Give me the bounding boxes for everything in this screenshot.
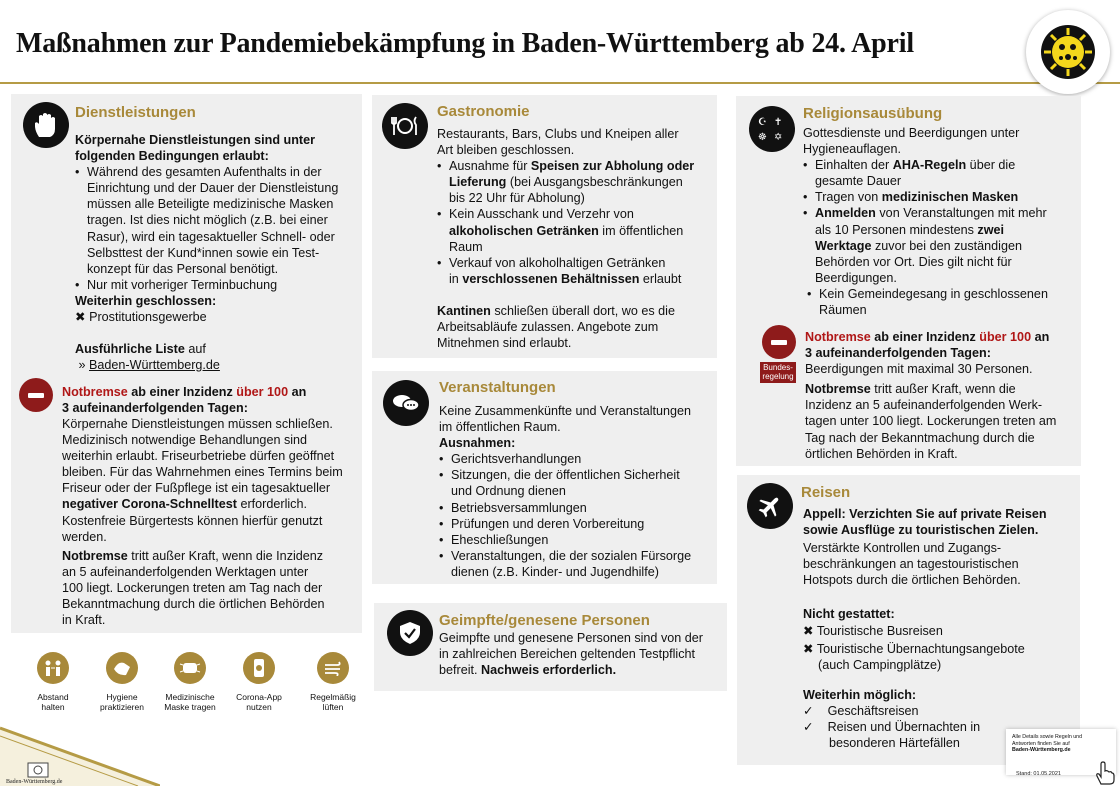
cutlery-icon [382,103,428,149]
svg-text:☪: ☪ [758,117,767,128]
baden-wuerttemberg-link[interactable]: Baden-Württemberg.de [89,358,220,373]
mask-icon [174,652,206,684]
hygiene-app: Corona-App nutzen [223,652,295,712]
gastronomie-text: Restaurants, Bars, Clubs und Kneipen aller Art bleiben geschlossen. • Ausnahme für Speisen zur Abholung oder Lieferung (bei Ausgangsbeschränkungen bis 22 Uhr für Abholung) • Kein Ausschank und Verzehr von alkoholischen Getränken im öffentlichen Raum • Verkauf von alkoholhaltigen Getränken in verschlossenen Behältnissen erlaubt Kantinen schließen überall dort, wo es die Arbeitsabläufe zulassen. Angebote zum Mitnehmen sind erlaubt. [437,126,715,351]
stand-date: Stand: 01.05.2021 [1016,771,1061,777]
pointer-hand-icon [1094,760,1116,786]
dienstleistungen-notbremse: Notbremse ab einer Inzidenz über 100 an 3 aufeinanderfolgenden Tagen: [62,385,307,416]
religion-heading: Religionsausübung [803,105,943,122]
virus-icon [1036,20,1100,84]
chat-icon [383,380,429,426]
logo-text: Baden-Württemberg.de [6,779,63,785]
virus-badge [1026,10,1110,94]
dienstleistungen-notbremse-text: Körpernahe Dienstleistungen müssen schließen. Medizinisch notwendige Behandlungen sind weiterhin erlaubt. Friseurbetriebe dürfen geöffnet bleiben. Für das Wahrnehmen eines Termins beim Friseur oder der Fußpflege ist ein tagesaktueller negativer Corona-Schnelltest erforderlich. Kostenfreie Bürgertests können hierfür genutzt werden. Notbremse tritt außer Kraft, wenn die Inzidenz an 5 aufeinanderfolgenden Werktagen unter 100 liegt. Lockerungen treten am Tag nach der Bekanntmachung durch die örtlichen Behörden in Kraft. [62,417,343,628]
shield-check-icon [387,610,433,656]
svg-text:☸: ☸ [758,132,767,143]
coat-of-arms-icon [28,763,48,777]
corner-decoration [0,700,160,786]
religion-symbols-icon [749,106,795,152]
geimpfte-text: Geimpfte und genesene Personen sind von der in zahlreichen Bereichen geltenden Testpflicht befreit. Nachweis erforderlich. [439,631,703,678]
religion-notbremse: Notbremse ab einer Inzidenz über 100 an 3 aufeinanderfolgenden Tagen: Beerdigungen mit maximal 30 Personen. Notbremse tritt außer Kraft, wenn die Inzidenz an 5 aufeinanderfolgenden Werk- tagen unter 100 liegt. Lockerungen treten am Tag nach der Bekanntmachung durch die örtlichen Behörden in Kraft. [805,330,1057,461]
veranstaltungen-text: Keine Zusammenkünfte und Veranstaltungen im öffentlichen Raum. Ausnahmen: • Gerichtsverhandlungen • Sitzungen, die der öffentlichen Sicherheit und Ordnung dienen • Betriebsversammlungen • Prüfungen und deren Vorbereitung • Eheschließungen • Veranstaltungen, die der sozialen Fürsorge dienen (z.B. Kinder- und Jugendhilfe) [439,403,715,580]
dienstleistungen-heading: Dienstleistungen [75,104,196,121]
bundesregelung-badge: Bundes- regelung [760,362,796,383]
wind-icon [317,652,349,684]
hygiene-lueften: Regelmäßig lüften [297,652,369,712]
notbremse-stop-icon [19,378,53,412]
veranstaltungen-heading: Veranstaltungen [439,379,556,396]
header-divider [0,82,1120,84]
hands-icon [106,652,138,684]
hygiene-abstand: Abstand halten [17,652,89,712]
hand-icon [23,102,69,148]
gastronomie-heading: Gastronomie [437,103,530,120]
svg-text:✡: ✡ [774,132,783,143]
reisen-heading: Reisen [801,484,851,501]
distance-icon [37,652,69,684]
geimpfte-heading: Geimpfte/genesene Personen [439,612,650,629]
reisen-text: Appell: Verzichten Sie auf private Reisen sowie Ausflüge zu touristischen Zielen. Verstärkte Kontrollen und Zugangs- beschränkungen an tagestouristischen Hotspots durch die örtlichen Behörden. Nicht gestattet: ✖ Touristische Busreisen ✖ Touristische Übernachtungsangebote (auch Campingplätze) Weiterhin möglich: ✓ Geschäftsreisen ✓ Reisen und Übernachten in besonderen Härtefällen [803,507,1047,751]
dienstleistungen-text: Körpernahe Dienstleistungen sind unter folgenden Bedingungen erlaubt: • Während des gesamten Aufenthalts in der Einrichtung und der Dauer der Dienstleistung müssen alle Beteiligte medizinische Masken tragen. Ist dies nicht möglich (z.B. bei einer Rasur), wird ein tagesaktueller Schnell- oder Selbsttest der Kund*innen sowie ein Test- konzept für das Personal benötigt. • Nur mit vorheriger Terminbuchung Weiterhin geschlossen: ✖ Prostitutionsgewerbe Ausführliche Liste auf » Baden-Württemberg.de [75,132,360,373]
page-title: Maßnahmen zur Pandemiebekämpfung in Baden-Württemberg ab 24. April [16,28,914,59]
hygiene-haende: Hygiene praktizieren [86,652,158,712]
svg-text:✝: ✝ [774,117,783,128]
info-box[interactable]: Alle Details sowie Regeln und Antworten finden Sie auf Baden-Württemberg.de [1006,729,1116,775]
religion-text: Gottesdienste und Beerdigungen unter Hygieneauflagen. • Einhalten der AHA-Regeln über die gesamte Dauer • Tragen von medizinischen Masken • Anmelden von Veranstaltungen mit mehr als 10 Personen mindestens zwei Werktage zuvor bei den zuständigen Behörden vor Ort. Dies gilt nicht für Beerdigungen. • Kein Gemeindegesang in geschlossenen Räumen [803,125,1079,318]
religion-notbremse-stop-icon [762,325,796,359]
phone-icon [243,652,275,684]
hygiene-maske: Medizinische Maske tragen [154,652,226,712]
airplane-icon [747,483,793,529]
